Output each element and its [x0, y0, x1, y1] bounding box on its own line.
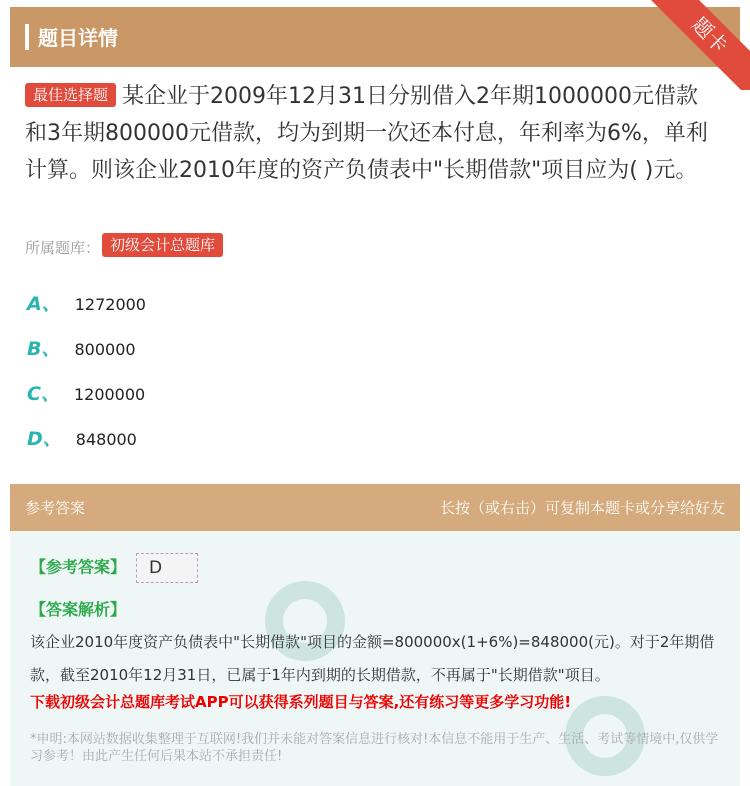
option-d[interactable]: [27, 424, 137, 451]
option-text: 1272000: [74, 295, 146, 314]
option-c[interactable]: [27, 379, 145, 406]
source-badge[interactable]: 初级会计总题库: [102, 233, 223, 257]
analysis-label: 【答案解析】: [30, 600, 127, 619]
option-letter: D、: [27, 428, 62, 450]
answer-title: 参考答案: [25, 499, 86, 517]
analysis-text: 该企业2010年度资产负债表中"长期借款"项目的金额=800000x(1+6%)=848000(元)。对于2年期借款，截至2010年12月31日，已属于1年内到期的长期借款，不再属于"长期借款"项目。: [30, 633, 715, 684]
share-hint: 长按（或右击）可复制本题卡或分享给好友: [439, 499, 725, 517]
option-letter: A、: [27, 293, 61, 315]
question-text: [25, 78, 715, 189]
question-body: 某企业于2009年12月31日分别借入2年期1000000元借款和3年期800000元借款，均为到期一次还本付息，年利率为6%，单利计算。则该企业2010年度的资产负债表中"长期借款"项目应为( )元。: [25, 84, 708, 183]
option-letter: C、: [27, 383, 60, 405]
question-source: [25, 233, 229, 258]
answer-row: [30, 553, 198, 583]
source-label: 所属题库：: [25, 239, 101, 257]
answer-label: 【参考答案】: [30, 557, 127, 577]
option-text: 1200000: [73, 385, 146, 404]
disclaimer: *申明:本网站数据收集整理于互联网!我们并未能对答案信息进行核对!本信息不能用于生产、生活、考试等情境中,仅供学习参考！由此产生任何后果本站不承担责任!: [30, 732, 719, 764]
option-a[interactable]: [27, 289, 146, 316]
option-text: 800000: [74, 340, 136, 359]
title-accent: [25, 24, 29, 50]
option-text: 848000: [75, 430, 137, 449]
header-bar: [10, 7, 740, 67]
card-ribbon[interactable]: [650, 0, 750, 90]
answer-panel: [10, 531, 740, 786]
option-letter: B、: [27, 338, 61, 360]
question-type-badge: 最佳选择题: [25, 83, 116, 107]
app-promo-link[interactable]: 下载初级会计总题库考试APP可以获得系列题目与答案,还有练习等更多学习功能!: [30, 693, 572, 711]
ribbon-label: 题卡: [650, 0, 750, 90]
page-title: 题目详情: [38, 26, 118, 50]
answer-value: D: [136, 553, 198, 583]
answer-header: [10, 484, 740, 531]
option-b[interactable]: [27, 334, 136, 361]
